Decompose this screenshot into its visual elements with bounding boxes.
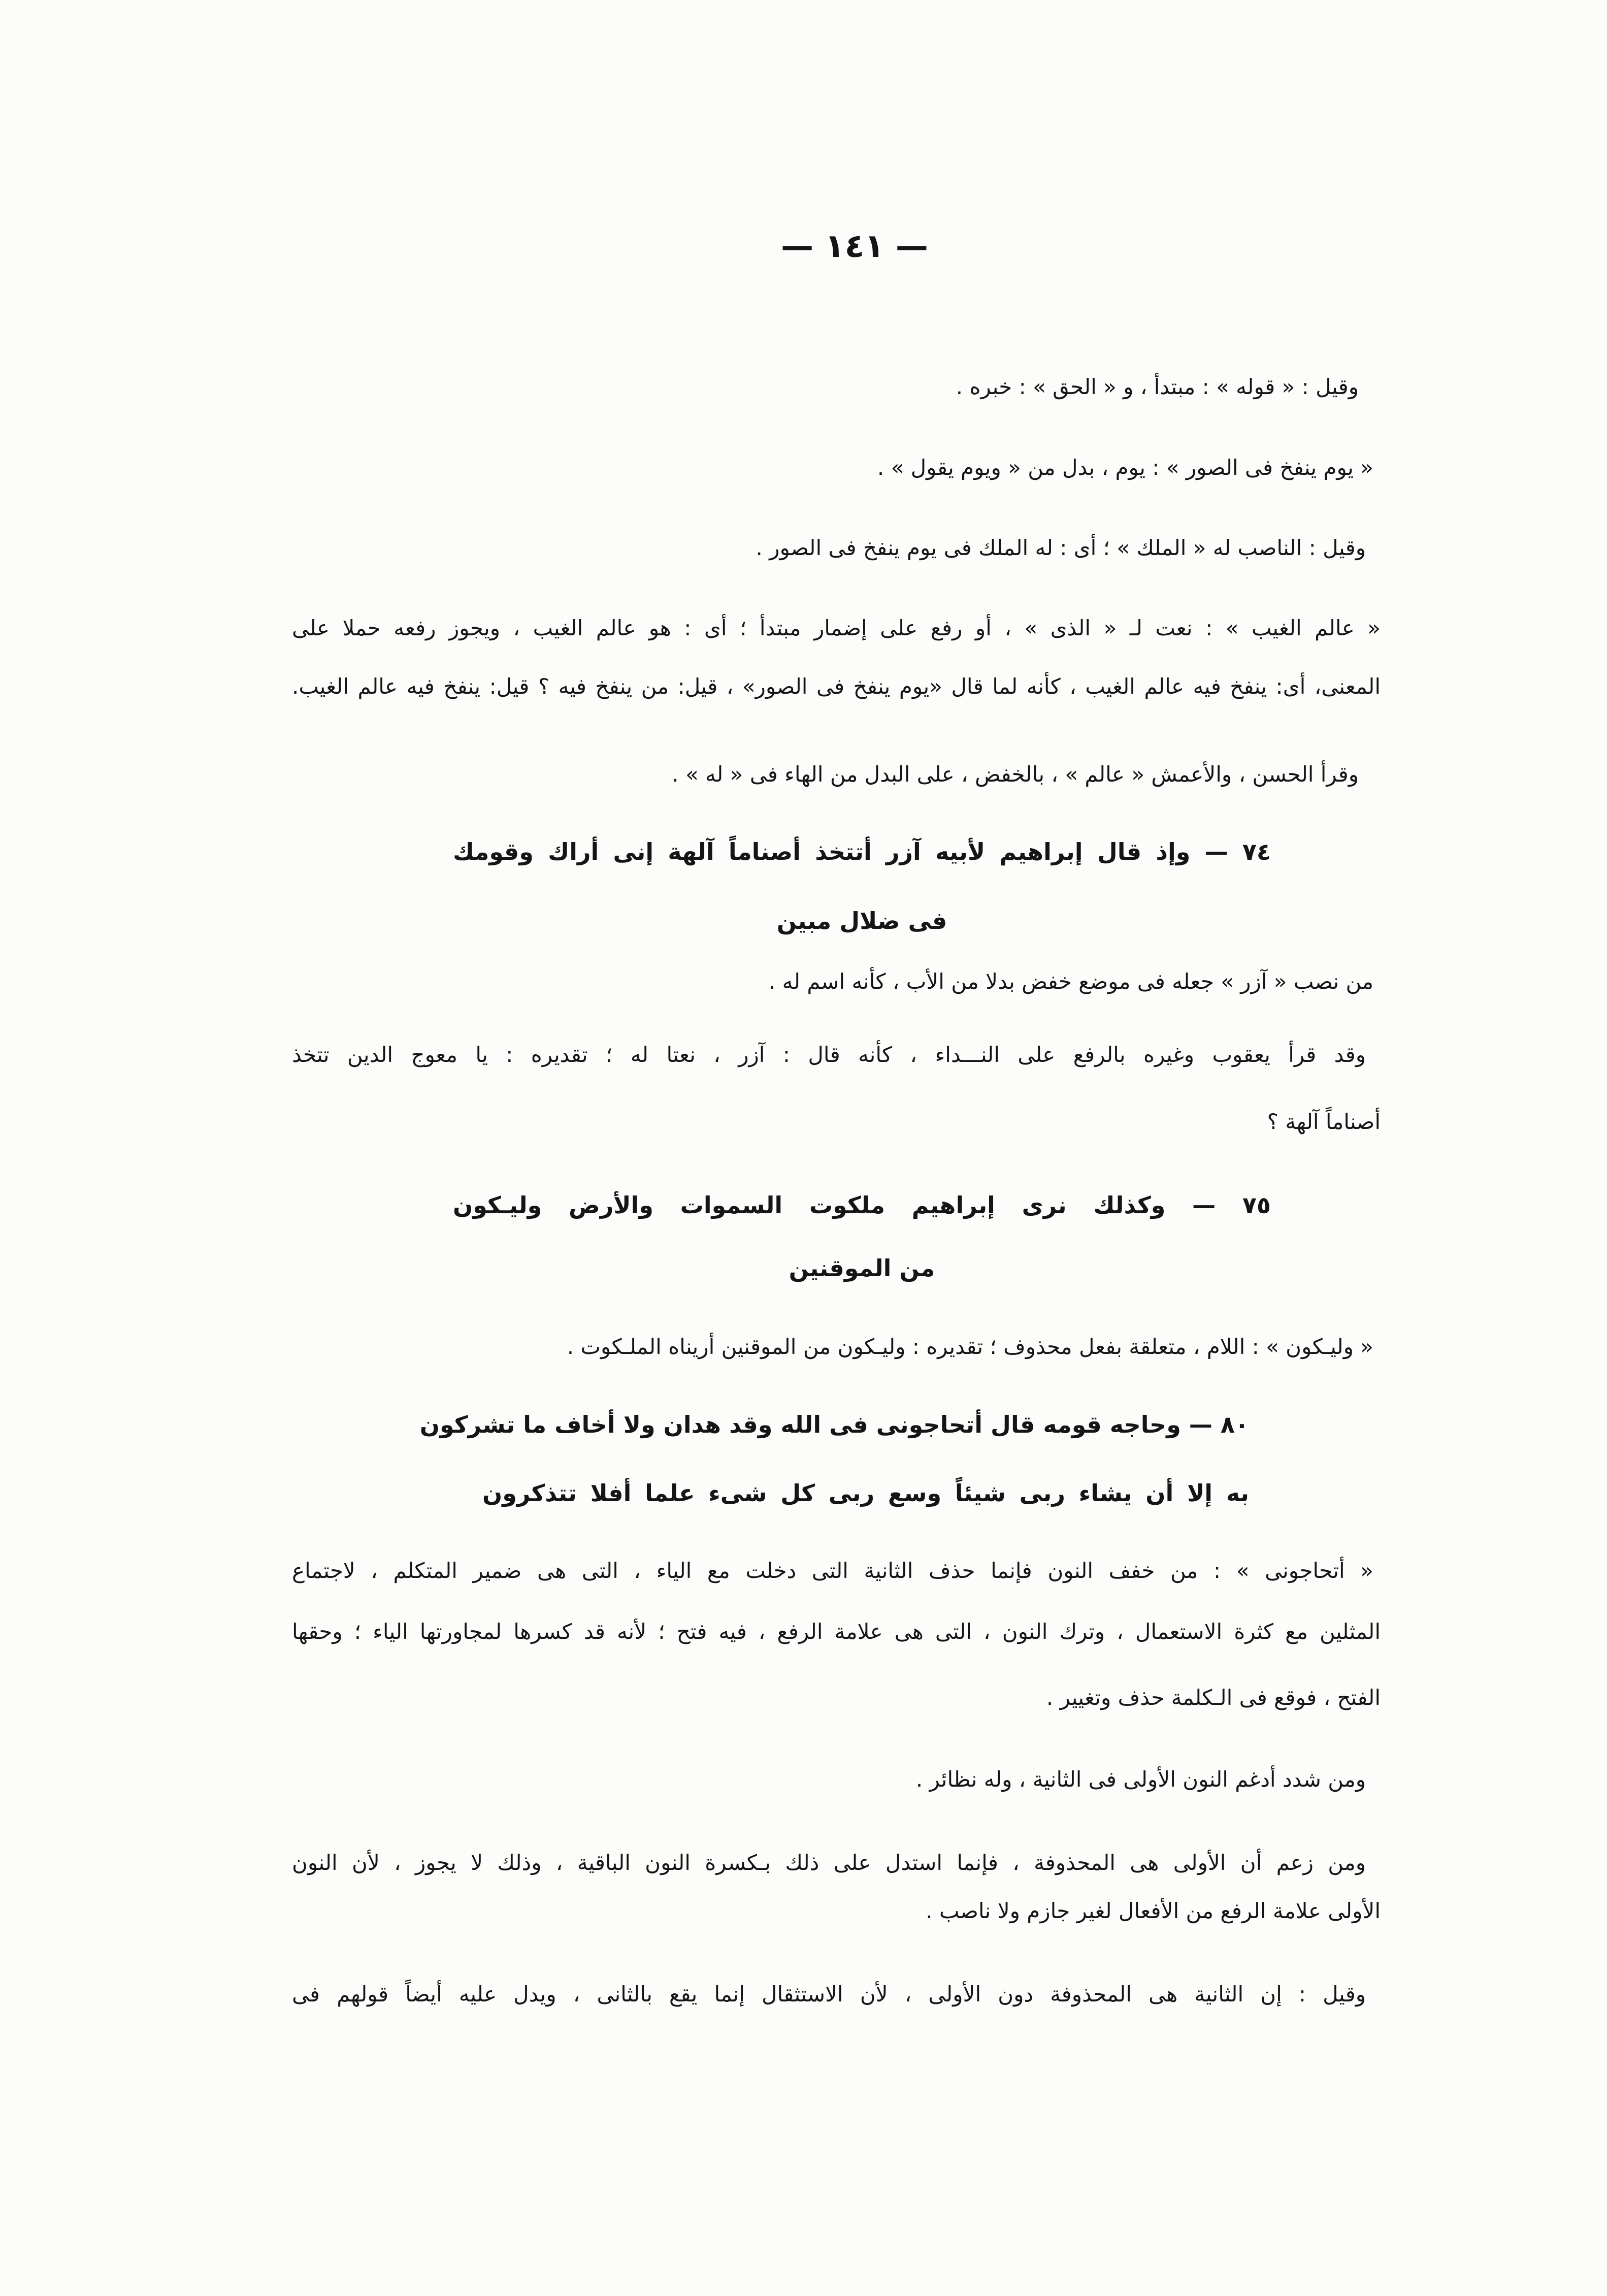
commentary-line: وقيل : « قوله » : مبتدأ ، و « الحق » : خبره . [956,374,1359,399]
commentary-line: « يوم ينفخ فى الصور » : يوم ، بدل من « ويوم يقول » . [877,455,1373,480]
commentary-line: المعنى، أى: ينفخ فيه عالم الغيب ، كأنه لما قال «يوم ينفخ فى الصور» ، قيل: من ينفخ فيه ؟ قيل: ينفخ فيه عالم الغيب. [292,674,1381,699]
commentary-line: « أتحاجونى » : من خفف النون فإنما حذف الثانية التى دخلت مع الياء ، التى هى ضمير المتكلم ، لاجتماع [292,1558,1373,1583]
commentary-line: الأولى علامة الرفع من الأفعال لغير جازم ولا ناصب . [926,1898,1381,1923]
commentary-line: وقيل : إن الثانية هى المحذوفة دون الأولى ، لأن الاستثقال إنما يقع بالثانى ، ويدل عليه أيضاً قولهم فى [292,1982,1366,2007]
quran-verse-line: به إلا أن يشاء ربى شيئاً وسع ربى كل شىء علما أفلا تتذكرون [482,1479,1249,1507]
quran-verse-line: فى ضلال مبين [776,907,947,934]
commentary-line: أصناماً آلهة ؟ [1267,1109,1381,1134]
commentary-line: « عالم الغيب » : نعت لـ « الذى » ، أو رفع على إضمار مبتدأ ؛ أى : هو عالم الغيب ، ويجوز رفعه حملا على [292,616,1381,640]
quran-verse-line: ٧٥ — وكذلك نرى إبراهيم ملكوت السموات والأرض وليـكون [453,1191,1271,1219]
quran-verse-line: ٨٠ — وحاجه قومه قال أتحاجونى فى الله وقد هدان ولا أخاف ما تشركون [419,1411,1249,1438]
commentary-line: من نصب « آزر » جعله فى موضع خفض بدلا من الأب ، كأنه اسم له . [768,969,1373,994]
commentary-line: « وليـكون » : اللام ، متعلقة بفعل محذوف ؛ تقديره : وليـكون من الموقنين أريناه الملـكوت . [567,1334,1373,1359]
commentary-line: ومن شدد أدغم النون الأولى فى الثانية ، وله نظائر . [915,1767,1366,1792]
page-number: — ١٤١ — [781,228,928,265]
commentary-line: وقرأ الحسن ، والأعمش « عالم » ، بالخفض ، على البدل من الهاء فى « له » . [672,762,1359,787]
commentary-line: ومن زعم أن الأولى هى المحذوفة ، فإنما استدل على ذلك بـكسرة النون الباقية ، وذلك لا يجوز ، لأن النون [292,1850,1366,1875]
quran-verse-line: ٧٤ — وإذ قال إبراهيم لأبيه آزر أتتخذ أصناماً آلهة إنى أراك وقومك [453,838,1271,865]
commentary-line: وقيل : الناصب له « الملك » ؛ أى : له الملك فى يوم ينفخ فى الصور . [756,535,1366,560]
quran-verse-line: من الموقنين [789,1254,935,1282]
commentary-line: الفتح ، فوقع فى الـكلمة حذف وتغيير . [1046,1685,1381,1710]
commentary-line: المثلين مع كثرة الاستعمال ، وترك النون ، التى هى علامة الرفع ، فيه فتح ؛ لأنه قد كسرها لمجاورتها الياء ؛ وحقها [292,1619,1381,1644]
commentary-line: وقد قرأ يعقوب وغيره بالرفع على النـــداء ، كأنه قال : آزر ، نعتا له ؛ تقديره : يا معوج الدين تتخذ [292,1042,1366,1067]
